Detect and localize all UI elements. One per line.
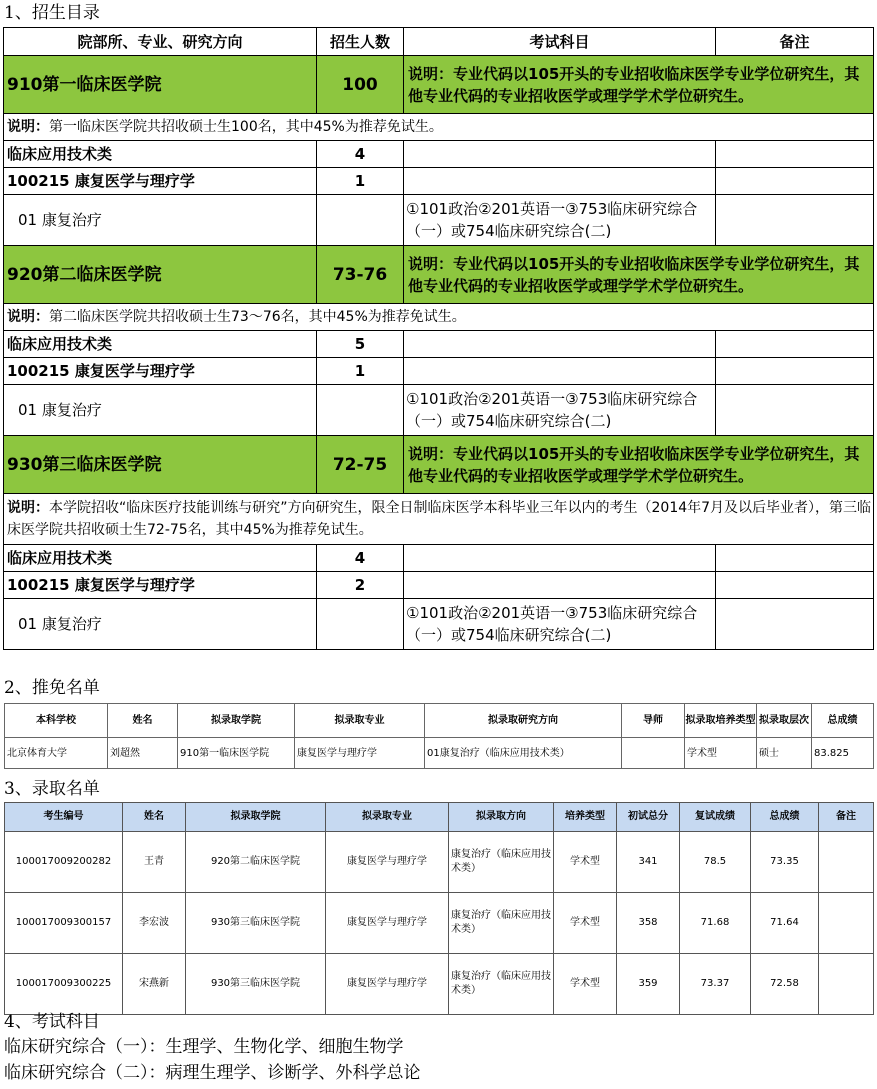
admission-table — [4, 802, 874, 1015]
recommend-header-cell: 拟录取学院 — [178, 704, 295, 738]
admission-header-cell: 总成绩 — [751, 803, 819, 832]
remark-cell — [716, 599, 874, 650]
remark-cell — [716, 545, 874, 572]
school-description — [4, 114, 874, 141]
admission-cell: 71.68 — [680, 893, 751, 954]
admission-cell — [819, 954, 874, 1015]
recommend-cell: 康复医学与理疗学 — [295, 738, 425, 769]
school-note: 说明：专业代码以105开头的专业招收临床医学专业学位研究生，其他专业代码的专业招收医学或理学学术学位研究生。 — [404, 246, 874, 304]
note-text: 第二临床医学院共招收硕士生73～76名，其中45%为推荐免试生。 — [49, 309, 466, 325]
school-note: 说明：专业代码以105开头的专业招收临床医学专业学位研究生，其他专业代码的专业招收医学或理学学术学位研究生。 — [404, 56, 874, 114]
major-count: 1 — [317, 168, 404, 195]
major-row — [4, 168, 874, 195]
remark-cell — [716, 385, 874, 436]
admission-cell: 100017009300225 — [5, 954, 123, 1015]
recommend-cell: 83.825 — [812, 738, 874, 769]
note-text: 本学院招收“临床医疗技能训练与研究”方向研究生，限全日制临床医学本科毕业三年以内的考生（2014年7月及以后毕业者），第三临床医学院共招收硕士生72-75名，其中45%为推荐免试生。 — [7, 500, 872, 538]
school-count: 72-75 — [317, 436, 404, 494]
admission-cell: 100017009200282 — [5, 832, 123, 893]
admission-header-cell: 拟录取方向 — [449, 803, 554, 832]
school-description-row — [4, 494, 874, 545]
admission-header-cell: 复试成绩 — [680, 803, 751, 832]
admission-cell: 康复治疗（临床应用技术类） — [449, 954, 554, 1015]
admission-cell: 康复医学与理疗学 — [326, 893, 449, 954]
recommend-header-cell: 拟录取研究方向 — [425, 704, 622, 738]
admission-cell: 康复治疗（临床应用技术类） — [449, 893, 554, 954]
exam-subjects: ①101政治②201英语一③753临床研究综合（一）或754临床研究综合(二) — [404, 195, 716, 246]
admission-cell: 72.58 — [751, 954, 819, 1015]
category-row — [4, 141, 874, 168]
exam-cell — [404, 331, 716, 358]
school-count: 100 — [317, 56, 404, 114]
admission-row — [5, 893, 874, 954]
catalog-header-row — [4, 28, 874, 56]
school-description — [4, 494, 874, 545]
category-count: 4 — [317, 545, 404, 572]
admission-cell: 康复医学与理疗学 — [326, 832, 449, 893]
admission-cell: 73.35 — [751, 832, 819, 893]
direction-name: 01 康复治疗 — [4, 385, 317, 436]
school-name: 930第三临床医学院 — [4, 436, 317, 494]
remark-cell — [716, 331, 874, 358]
direction-row — [4, 599, 874, 650]
major-row — [4, 358, 874, 385]
admission-cell: 73.37 — [680, 954, 751, 1015]
direction-row — [4, 385, 874, 436]
recommend-header-cell: 总成绩 — [812, 704, 874, 738]
catalog-header-cell: 招生人数 — [317, 28, 404, 56]
exam-cell — [404, 141, 716, 168]
admission-row — [5, 832, 874, 893]
admission-cell: 78.5 — [680, 832, 751, 893]
direction-count — [317, 195, 404, 246]
admission-header-cell: 初试总分 — [617, 803, 680, 832]
note-label: 说明： — [7, 119, 49, 135]
category-name: 临床应用技术类 — [4, 545, 317, 572]
admission-cell: 康复医学与理疗学 — [326, 954, 449, 1015]
category-count: 5 — [317, 331, 404, 358]
recommend-header-cell: 拟录取培养类型 — [685, 704, 757, 738]
admission-cell: 李宏波 — [123, 893, 186, 954]
direction-count — [317, 385, 404, 436]
exam-cell — [404, 358, 716, 385]
remark-cell — [716, 168, 874, 195]
remark-cell — [716, 141, 874, 168]
school-row — [4, 56, 874, 114]
admission-cell: 930第三临床医学院 — [186, 954, 326, 1015]
admission-header-cell: 拟录取学院 — [186, 803, 326, 832]
admission-header-cell: 备注 — [819, 803, 874, 832]
exam-subjects: ①101政治②201英语一③753临床研究综合（一）或754临床研究综合(二) — [404, 385, 716, 436]
admission-cell: 宋燕新 — [123, 954, 186, 1015]
school-description — [4, 304, 874, 331]
school-count: 73-76 — [317, 246, 404, 304]
school-row — [4, 246, 874, 304]
category-name: 临床应用技术类 — [4, 141, 317, 168]
admission-cell: 康复治疗（临床应用技术类） — [449, 832, 554, 893]
admission-cell — [819, 893, 874, 954]
category-row — [4, 331, 874, 358]
admission-cell: 359 — [617, 954, 680, 1015]
admission-cell: 341 — [617, 832, 680, 893]
admission-header-cell: 考生编号 — [5, 803, 123, 832]
remark-cell — [716, 358, 874, 385]
school-note: 说明：专业代码以105开头的专业招收临床医学专业学位研究生，其他专业代码的专业招收医学或理学学术学位研究生。 — [404, 436, 874, 494]
admission-cell: 100017009300157 — [5, 893, 123, 954]
recommend-header-cell: 拟录取层次 — [757, 704, 812, 738]
admission-row — [5, 954, 874, 1015]
exam-cell — [404, 572, 716, 599]
category-count: 4 — [317, 141, 404, 168]
recommend-header-cell: 本科学校 — [5, 704, 108, 738]
exam-cell — [404, 545, 716, 572]
recommend-header-cell: 姓名 — [108, 704, 178, 738]
recommend-cell: 910第一临床医学院 — [178, 738, 295, 769]
admission-cell: 71.64 — [751, 893, 819, 954]
recommend-cell: 学术型 — [685, 738, 757, 769]
section-title-exam: 4、考试科目 — [4, 1012, 100, 1032]
school-name: 910第一临床医学院 — [4, 56, 317, 114]
recommend-header-row — [5, 704, 874, 738]
recommend-table — [4, 703, 874, 769]
remark-cell — [716, 572, 874, 599]
remark-cell — [716, 195, 874, 246]
note-label: 说明： — [7, 500, 49, 516]
section-title-admission: 3、录取名单 — [4, 779, 100, 799]
recommend-header-cell: 导师 — [622, 704, 685, 738]
admission-cell: 930第三临床医学院 — [186, 893, 326, 954]
direction-name: 01 康复治疗 — [4, 599, 317, 650]
catalog-header-cell: 备注 — [716, 28, 874, 56]
admission-header-cell: 拟录取专业 — [326, 803, 449, 832]
recommend-cell: 01康复治疗（临床应用技术类） — [425, 738, 622, 769]
school-name: 920第二临床医学院 — [4, 246, 317, 304]
major-count: 1 — [317, 358, 404, 385]
exam-subject-line: 临床研究综合（一）：生理学、生物化学、细胞生物学 — [4, 1037, 404, 1057]
recommend-header-cell: 拟录取专业 — [295, 704, 425, 738]
school-description-row — [4, 304, 874, 331]
admission-cell: 王青 — [123, 832, 186, 893]
admission-cell: 学术型 — [554, 954, 617, 1015]
catalog-table — [3, 27, 874, 650]
catalog-header-cell: 考试科目 — [404, 28, 716, 56]
major-row — [4, 572, 874, 599]
major-name: 100215 康复医学与理疗学 — [4, 358, 317, 385]
admission-header-row — [5, 803, 874, 832]
exam-cell — [404, 168, 716, 195]
admission-cell: 358 — [617, 893, 680, 954]
recommend-cell: 硕士 — [757, 738, 812, 769]
note-label: 说明： — [7, 309, 49, 325]
major-name: 100215 康复医学与理疗学 — [4, 168, 317, 195]
exam-subject-line: 临床研究综合（二）：病理生理学、诊断学、外科学总论 — [4, 1063, 421, 1083]
admission-cell — [819, 832, 874, 893]
direction-count — [317, 599, 404, 650]
school-description-row — [4, 114, 874, 141]
recommend-row — [5, 738, 874, 769]
admission-header-cell: 姓名 — [123, 803, 186, 832]
recommend-cell: 刘超然 — [108, 738, 178, 769]
direction-name: 01 康复治疗 — [4, 195, 317, 246]
category-row — [4, 545, 874, 572]
direction-row — [4, 195, 874, 246]
admission-cell: 学术型 — [554, 893, 617, 954]
recommend-cell: 北京体育大学 — [5, 738, 108, 769]
admission-cell: 920第二临床医学院 — [186, 832, 326, 893]
major-count: 2 — [317, 572, 404, 599]
section-title-catalog: 1、招生目录 — [4, 3, 100, 23]
exam-subjects: ①101政治②201英语一③753临床研究综合（一）或754临床研究综合(二) — [404, 599, 716, 650]
catalog-header-cell: 院部所、专业、研究方向 — [4, 28, 317, 56]
recommend-cell — [622, 738, 685, 769]
section-title-recommend: 2、推免名单 — [4, 678, 100, 698]
category-name: 临床应用技术类 — [4, 331, 317, 358]
major-name: 100215 康复医学与理疗学 — [4, 572, 317, 599]
note-text: 第一临床医学院共招收硕士生100名，其中45%为推荐免试生。 — [49, 119, 443, 135]
school-row — [4, 436, 874, 494]
admission-cell: 学术型 — [554, 832, 617, 893]
admission-header-cell: 培养类型 — [554, 803, 617, 832]
